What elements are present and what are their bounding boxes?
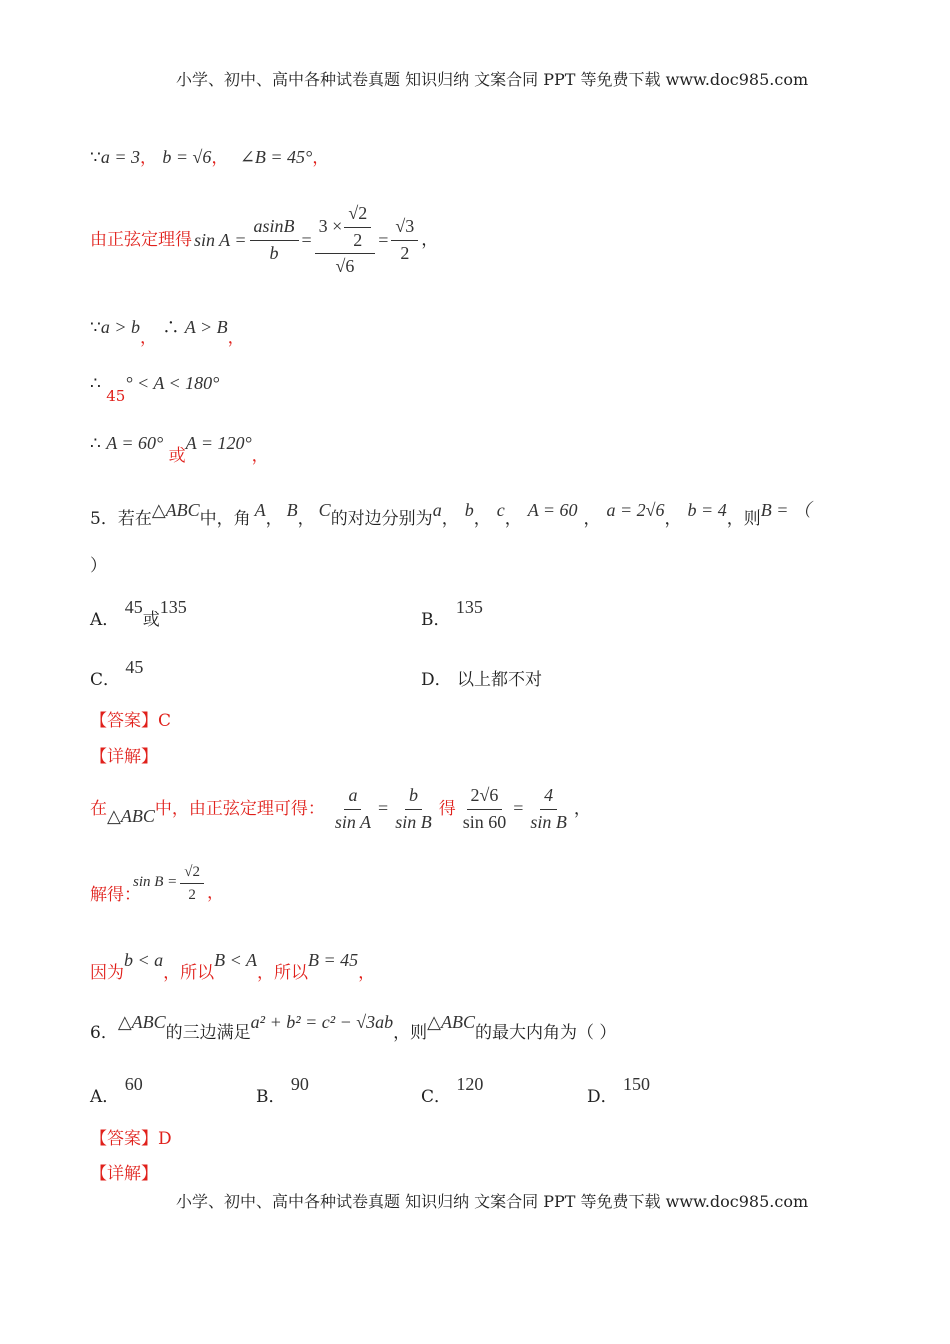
comma: ， <box>664 509 682 529</box>
sol-text: 中，由正弦定理可得： <box>154 798 325 819</box>
numerator: b <box>405 785 422 810</box>
prev-line-3 <box>90 317 245 348</box>
inner-numerator: √2 <box>344 203 371 228</box>
numerator: √2 <box>180 863 204 884</box>
fraction-root3-over-2 <box>391 216 418 264</box>
q5-option-d[interactable] <box>421 665 542 690</box>
q5-text: ，则 <box>726 509 761 529</box>
fraction-root2-over-2 <box>180 863 204 904</box>
numerator: asinB <box>250 216 299 241</box>
sin-b-lhs: sin B = <box>133 873 178 890</box>
side-a: a <box>432 500 442 520</box>
option-label: D． <box>421 670 452 690</box>
q6-detail-tag: 【详解】 <box>90 1164 158 1184</box>
option-value: 150 <box>623 1074 651 1094</box>
side-relation: a² + b² = c² − √3ab <box>250 1012 394 1032</box>
q5-detail-tag: 【详解】 <box>90 747 158 767</box>
angle-b-value: ∠B = 45° <box>239 147 313 167</box>
ask-b: B = （ <box>760 500 811 520</box>
numerator: 4 <box>540 785 557 810</box>
q5-stem <box>90 500 811 529</box>
option-label: A． <box>90 610 120 630</box>
inequality-A-B: A > B <box>184 317 228 337</box>
sine-rule-intro: 由正弦定理得 <box>90 230 192 251</box>
q6-text: 的最大内角为（ ） <box>475 1023 617 1043</box>
option-value: 60 <box>124 1074 143 1094</box>
triangle-abc: △ABC <box>117 1012 166 1032</box>
equals: = <box>378 798 389 819</box>
numerator: a <box>344 785 361 810</box>
sol-text: ，所以 <box>163 963 215 983</box>
angle-B: B <box>286 500 298 520</box>
comma: ， <box>473 509 491 529</box>
comma: ， <box>207 883 225 904</box>
q5-option-a[interactable] <box>90 593 187 630</box>
b-value: b = √6 <box>162 147 212 167</box>
sep: ， <box>211 148 229 168</box>
numerator: 2√6 <box>467 785 503 810</box>
three-times: 3 × <box>318 216 343 237</box>
numerator <box>315 203 376 254</box>
option-value-135: 135 <box>455 597 483 617</box>
q5-answer <box>90 711 171 731</box>
page-footer: 小学、初中、高中各种试卷真题 知识归纳 文案合同 PPT 等免费下载 www.doc985.com <box>176 1192 809 1211</box>
q6-stem <box>90 1012 617 1043</box>
side-c: c <box>496 500 505 520</box>
sep: ， <box>139 148 157 168</box>
condition-a-2root6: a = 2√6 <box>606 500 665 520</box>
option-label: C． <box>90 670 121 690</box>
comma: ， <box>583 509 601 529</box>
q6-option-b[interactable] <box>256 1070 309 1107</box>
sol-text: 在 <box>90 798 107 819</box>
option-label: D． <box>587 1087 618 1107</box>
option-value-45: 45 <box>124 597 143 617</box>
because-symbol: ∵ <box>90 318 101 338</box>
q5-text: 中，角 <box>199 509 251 529</box>
lower-bound: 45 <box>106 387 126 405</box>
denominator: √6 <box>335 256 355 277</box>
equals: = <box>301 229 312 250</box>
denominator: 2 <box>188 887 196 903</box>
comma: ， <box>504 509 522 529</box>
equals: = <box>378 229 389 250</box>
sol-text: 因为 <box>90 963 124 983</box>
answer-60: A = 60° <box>106 433 164 453</box>
q5-option-b[interactable] <box>421 593 483 630</box>
option-label: A． <box>90 1087 120 1107</box>
q5-solution-3 <box>90 950 376 983</box>
sep: ， <box>139 328 157 348</box>
q5-solution-1 <box>90 785 591 833</box>
ineq-B-A: B < A <box>214 950 257 970</box>
comma: ， <box>297 509 315 529</box>
or-word: 或 <box>168 446 186 466</box>
inner-fraction <box>344 203 371 251</box>
option-value-45: 45 <box>125 657 144 677</box>
triangle-abc: △ABC <box>107 806 155 827</box>
angle-range: ° < A < 180° <box>125 373 220 393</box>
fraction-4-over-sinb <box>526 785 571 833</box>
because-symbol: ∵ <box>90 148 101 168</box>
option-label: B． <box>421 610 451 630</box>
option-value: 90 <box>290 1074 309 1094</box>
sin-a-lhs: sin A = <box>194 229 247 250</box>
ineq-b-a: b < a <box>124 950 164 970</box>
denominator: sin B <box>395 811 432 832</box>
q6-text: ，则 <box>393 1023 428 1043</box>
sol-text: 解得： <box>90 885 141 906</box>
option-label: B． <box>256 1087 286 1107</box>
angle-A: A <box>254 500 266 520</box>
q5-option-c[interactable] <box>90 653 144 690</box>
answer-tag: 【答案】 <box>90 711 158 731</box>
angle-C: C <box>318 500 331 520</box>
denominator: sin 60 <box>462 811 507 832</box>
therefore-symbol: ∴ <box>162 318 180 338</box>
denominator: b <box>269 242 279 263</box>
page-header: 小学、初中、高中各种试卷真题 知识归纳 文案合同 PPT 等免费下载 www.doc985.com <box>176 70 809 89</box>
q6-number: 6． <box>90 1023 118 1043</box>
q5-text: 的对边分别为 <box>330 509 433 529</box>
comma: ， <box>251 446 269 466</box>
q6-option-c[interactable] <box>421 1070 484 1107</box>
q5-number: 5．若在 <box>90 509 152 529</box>
option-value: 120 <box>456 1074 484 1094</box>
answer-value: C <box>158 711 172 731</box>
comma: ， <box>227 328 245 348</box>
q6-text: 的三边满足 <box>165 1023 251 1043</box>
prev-line-4 <box>90 373 220 405</box>
denominator: sin B <box>530 811 567 832</box>
condition-b-4: b = 4 <box>687 500 727 520</box>
answer-120: A = 120° <box>185 433 252 453</box>
comma: ， <box>265 509 283 529</box>
fraction-asinb-over-b <box>250 216 299 264</box>
fraction-2root6-over-sin60 <box>459 785 511 833</box>
sep: ， <box>312 148 330 168</box>
equals: = <box>513 798 524 819</box>
therefore-symbol: ∴ <box>90 434 101 454</box>
or-word: 或 <box>142 610 160 630</box>
comma: ， <box>441 509 459 529</box>
comma: ， <box>573 798 591 819</box>
prev-line-5 <box>90 433 269 466</box>
fraction-b-over-sinb <box>391 785 436 833</box>
prev-line-2 <box>90 203 438 278</box>
inner-denominator: 2 <box>353 229 363 250</box>
a-value: a = 3 <box>100 147 140 167</box>
answer-value: D <box>158 1129 172 1149</box>
q5-solution-2 <box>90 863 224 904</box>
inequality-a-b: a > b <box>100 317 140 337</box>
option-label: C． <box>421 1087 452 1107</box>
q6-option-d[interactable] <box>587 1070 651 1107</box>
q6-answer <box>90 1129 172 1149</box>
denominator: sin A <box>334 811 372 832</box>
triangle-abc: △ABC <box>151 500 200 520</box>
numerator: √3 <box>391 216 418 241</box>
denominator: 2 <box>400 242 410 263</box>
sol-text: 得 <box>438 798 456 819</box>
comma: ， <box>421 230 439 251</box>
q6-option-a[interactable] <box>90 1070 143 1107</box>
prev-line-1 <box>90 147 329 169</box>
side-b: b <box>464 500 474 520</box>
condition-a-60: A = 60 <box>527 500 578 520</box>
answer-tag: 【答案】 <box>90 1129 158 1149</box>
result-b-45: B = 45 <box>307 950 359 970</box>
option-value-135: 135 <box>159 597 187 617</box>
sol-text: ，所以 <box>256 963 308 983</box>
triangle-abc: △ABC <box>427 1012 476 1032</box>
option-text: 以上都不对 <box>457 670 543 690</box>
therefore-symbol: ∴ <box>90 374 101 394</box>
fraction-a-over-sina <box>331 785 375 833</box>
comma: ， <box>358 963 376 983</box>
q5-stem-close: ） <box>90 556 107 576</box>
fraction-compound <box>315 203 376 278</box>
